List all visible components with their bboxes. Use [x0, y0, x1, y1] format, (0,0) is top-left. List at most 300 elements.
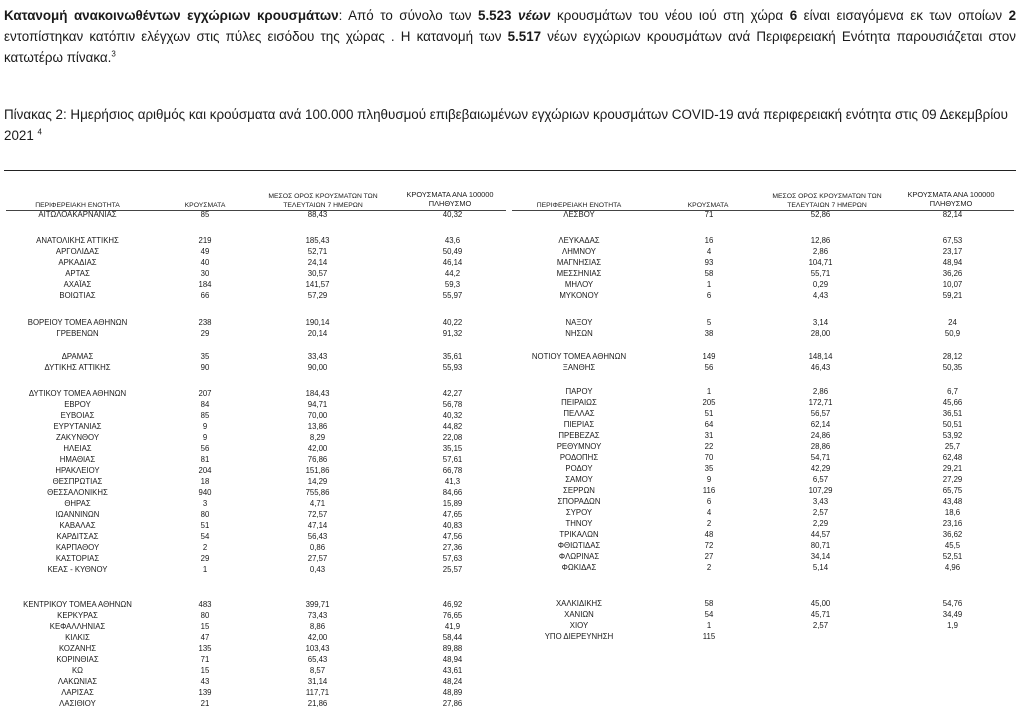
- left-row-5-name: ΑΧΑΪΑΣ: [63, 280, 92, 289]
- left-row-33-cases: 71: [200, 655, 210, 664]
- right-row-9-name: ΝΟΤΙΟΥ ΤΟΜΕΑ ΑΘΗΝΩΝ: [531, 352, 627, 361]
- right-row-11-cases: 1: [706, 387, 712, 396]
- left-row-20-avg: 755,86: [305, 488, 330, 497]
- left-row-29-rate: 76,65: [442, 611, 463, 620]
- right-row-8-avg: 28,00: [810, 329, 831, 338]
- right-row-20-cases: 116: [702, 486, 716, 495]
- right-row-22-cases: 4: [706, 508, 712, 517]
- right-row-24-avg: 44,57: [810, 530, 831, 539]
- right-row-30-name: ΧΙΟΥ: [569, 621, 589, 630]
- left-row-36-rate: 48,89: [442, 688, 463, 697]
- left-row-16-avg: 42,00: [307, 444, 328, 453]
- left-row-16-name: ΗΛΕΙΑΣ: [63, 444, 92, 453]
- left-row-32-cases: 135: [198, 644, 212, 653]
- right-row-11-rate: 6,7: [947, 387, 958, 396]
- right-row-3-cases: 93: [704, 258, 714, 267]
- table-top-rule: [4, 170, 1016, 171]
- left-row-17-avg: 76,86: [307, 455, 328, 464]
- right-row-22-rate: 18,6: [944, 508, 961, 517]
- left-row-25-avg: 0,86: [309, 543, 326, 552]
- right-row-9-cases: 149: [702, 352, 716, 361]
- left-row-22-cases: 80: [200, 510, 210, 519]
- right-row-12-cases: 205: [702, 398, 716, 407]
- right-row-3-name: ΜΑΓΝΗΣΙΑΣ: [556, 258, 602, 267]
- left-row-3-avg: 24,14: [307, 258, 328, 267]
- right-row-27-cases: 2: [706, 563, 712, 572]
- left-row-14-avg: 13,86: [307, 422, 328, 431]
- left-row-26-name: ΚΑΣΤΟΡΙΑΣ: [55, 554, 100, 563]
- intro-border-count: 2: [1008, 8, 1017, 23]
- right-row-15-cases: 31: [704, 431, 714, 440]
- left-row-14-name: ΕΥΡΥΤΑΝΙΑΣ: [53, 422, 102, 431]
- right-row-7-name: ΝΑΞΟΥ: [565, 318, 593, 327]
- left-row-17-rate: 57,61: [442, 455, 463, 464]
- right-row-4-rate: 36,26: [942, 269, 963, 278]
- left-row-7-rate: 40,22: [442, 318, 463, 327]
- right-row-21-cases: 6: [706, 497, 712, 506]
- right-row-31-avg: [758, 632, 883, 642]
- right-row-5-avg: 0,29: [812, 280, 829, 289]
- right-row-14-name: ΠΙΕΡΙΑΣ: [563, 420, 595, 429]
- right-row-7-cases: 5: [706, 318, 712, 327]
- left-row-7-cases: 238: [198, 318, 212, 327]
- left-row-32-avg: 103,43: [305, 644, 330, 653]
- left-row-1-rate: 43,6: [444, 236, 461, 245]
- left-row-17-name: ΗΜΑΘΙΑΣ: [59, 455, 96, 464]
- left-row-37-cases: 21: [200, 699, 210, 708]
- right-row-15-rate: 53,92: [942, 431, 963, 440]
- left-header-avg: [253, 192, 393, 210]
- left-row-4-name: ΑΡΤΑΣ: [65, 269, 90, 278]
- right-row-26-rate: 52,51: [942, 552, 963, 561]
- left-row-28-name: ΚΕΝΤΡΙΚΟΥ ΤΟΜΕΑ ΑΘΗΝΩΝ: [23, 600, 132, 609]
- right-row-17-rate: 62,48: [942, 453, 963, 462]
- right-row-0-rate: 82,14: [942, 210, 963, 219]
- right-row-12-rate: 45,66: [942, 398, 963, 407]
- right-row-23-name: ΤΗΝΟΥ: [565, 519, 593, 528]
- left-row-13-rate: 40,32: [442, 411, 463, 420]
- left-row-24-avg: 56,43: [307, 532, 328, 541]
- right-row-8-cases: 38: [704, 329, 714, 338]
- left-row-37-avg: 21,86: [307, 699, 328, 708]
- intro-paragraph: [4, 5, 1016, 68]
- right-row-9-rate: 28,12: [942, 352, 963, 361]
- right-row-27-rate: 4,96: [944, 563, 961, 572]
- right-row-6-avg: 4,43: [812, 291, 829, 300]
- left-row-21-cases: 3: [202, 499, 208, 508]
- left-row-15-name: ΖΑΚΥΝΘΟΥ: [55, 433, 100, 442]
- right-row-5-rate: 10,07: [942, 280, 963, 289]
- right-row-7-rate: 24: [948, 318, 957, 327]
- left-row-10-name: ΔΥΤΙΚΗΣ ΑΤΤΙΚΗΣ: [44, 363, 111, 372]
- left-row-18-cases: 204: [198, 466, 212, 475]
- left-row-13-cases: 85: [200, 411, 210, 420]
- left-row-34-avg: 8,57: [309, 666, 326, 675]
- right-row-27-name: ΦΩΚΙΔΑΣ: [561, 563, 597, 572]
- left-row-4-cases: 30: [200, 269, 210, 278]
- right-row-18-avg: 42,29: [810, 464, 831, 473]
- left-row-11-cases: 207: [198, 389, 212, 398]
- left-row-14-rate: 44,82: [442, 422, 463, 431]
- left-row-7-avg: 190,14: [305, 318, 330, 327]
- right-row-11-name: ΠΑΡΟΥ: [565, 387, 593, 396]
- right-header-avg-line1: ΜΕΣΟΣ ΟΡΟΣ ΚΡΟΥΣΜΑΤΩΝ ΤΩΝ: [772, 193, 882, 200]
- left-row-19-name: ΘΕΣΠΡΩΤΙΑΣ: [52, 477, 103, 486]
- right-row-1-avg: 12,86: [810, 236, 831, 245]
- right-row-13-cases: 51: [704, 409, 714, 418]
- right-row-6-name: ΜΥΚΟΝΟΥ: [559, 291, 599, 300]
- left-row-18-rate: 66,78: [442, 466, 463, 475]
- right-row-19-cases: 9: [706, 475, 712, 484]
- right-row-27-avg: 5,14: [812, 563, 829, 572]
- left-row-15-rate: 22,08: [442, 433, 463, 442]
- table-caption: [4, 104, 1016, 146]
- right-row-25-name: ΦΘΙΩΤΙΔΑΣ: [557, 541, 601, 550]
- right-row-30-avg: 2,57: [812, 621, 829, 630]
- left-row-5-rate: 59,3: [444, 280, 461, 289]
- left-row-0-cases: 85: [200, 210, 210, 219]
- right-row-23-cases: 2: [706, 519, 712, 528]
- intro-domestic-count: 5.517: [507, 29, 542, 44]
- left-row-2-rate: 50,49: [442, 247, 463, 256]
- left-row-22-name: ΙΩΑΝΝΙΝΩΝ: [55, 510, 100, 519]
- intro-footnote-ref: 3: [111, 49, 116, 59]
- right-row-20-avg: 107,29: [808, 486, 833, 495]
- left-row-0-rate: 40,32: [442, 210, 463, 219]
- right-row-31-rate: [905, 632, 1000, 642]
- left-row-19-avg: 14,29: [307, 477, 328, 486]
- left-row-28-rate: 46,92: [442, 600, 463, 609]
- left-row-19-cases: 18: [200, 477, 210, 486]
- right-row-4-name: ΜΕΣΣΗΝΙΑΣ: [556, 269, 602, 278]
- intro-new-word: νέων: [511, 8, 551, 23]
- right-row-29-avg: 45,71: [810, 610, 831, 619]
- left-row-9-rate: 35,61: [442, 352, 463, 361]
- left-row-10-avg: 90,00: [307, 363, 328, 372]
- right-row-16-cases: 22: [704, 442, 714, 451]
- left-row-22-rate: 47,65: [442, 510, 463, 519]
- left-row-21-avg: 4,71: [309, 499, 326, 508]
- right-row-26-avg: 34,14: [810, 552, 831, 561]
- left-row-32-rate: 89,88: [442, 644, 463, 653]
- right-row-18-cases: 35: [704, 464, 714, 473]
- left-row-33-avg: 65,43: [307, 655, 328, 664]
- right-row-14-avg: 62,14: [810, 420, 831, 429]
- right-row-30-cases: 1: [706, 621, 712, 630]
- right-row-22-name: ΣΥΡΟΥ: [565, 508, 593, 517]
- left-row-24-cases: 54: [200, 532, 210, 541]
- left-row-1-cases: 219: [198, 236, 212, 245]
- right-row-2-rate: 23,17: [942, 247, 963, 256]
- left-row-8-avg: 20,14: [307, 329, 328, 338]
- left-row-20-cases: 940: [198, 488, 212, 497]
- right-row-10-cases: 56: [704, 363, 714, 372]
- left-row-34-rate: 43,61: [442, 666, 463, 675]
- right-row-3-rate: 48,94: [942, 258, 963, 267]
- left-row-30-name: ΚΕΦΑΛΛΗΝΙΑΣ: [49, 622, 106, 631]
- left-row-27-name: ΚΕΑΣ - ΚΥΘΝΟΥ: [47, 565, 108, 574]
- right-row-2-avg: 2,86: [812, 247, 829, 256]
- left-row-28-cases: 483: [198, 600, 212, 609]
- right-row-2-name: ΛΗΜΝΟΥ: [562, 247, 596, 256]
- left-row-10-rate: 55,93: [442, 363, 463, 372]
- left-row-1-avg: 185,43: [305, 236, 330, 245]
- right-header-cases: ΚΡΟΥΣΜΑΤΑ: [687, 202, 729, 209]
- left-row-16-cases: 56: [200, 444, 210, 453]
- left-row-4-rate: 44,2: [444, 269, 461, 278]
- left-header-rate-line1: ΚΡΟΥΣΜΑΤΑ ΑΝΑ 100000: [406, 190, 494, 199]
- left-row-3-name: ΑΡΚΑΔΙΑΣ: [58, 258, 97, 267]
- left-row-15-cases: 9: [202, 433, 208, 442]
- left-row-35-avg: 31,14: [307, 677, 328, 686]
- left-row-0-avg: 88,43: [307, 210, 328, 219]
- right-row-6-cases: 6: [706, 291, 712, 300]
- left-row-24-name: ΚΑΡΔΙΤΣΑΣ: [56, 532, 99, 541]
- right-row-20-rate: 65,75: [942, 486, 963, 495]
- right-row-30-rate: 1,9: [947, 621, 958, 630]
- left-row-23-avg: 47,14: [307, 521, 328, 530]
- left-row-11-avg: 184,43: [305, 389, 330, 398]
- right-row-24-cases: 48: [704, 530, 714, 539]
- intro-text-4: εντοπίστηκαν κατόπιν ελέγχων στις πύλες εισόδου της χώρας . Η κατανομή των: [4, 29, 508, 44]
- right-row-21-rate: 43,48: [942, 497, 963, 506]
- left-row-11-name: ΔΥΤΙΚΟΥ ΤΟΜΕΑ ΑΘΗΝΩΝ: [28, 389, 127, 398]
- right-row-21-name: ΣΠΟΡΑΔΩΝ: [557, 497, 601, 506]
- right-row-25-rate: 45,5: [944, 541, 961, 550]
- right-row-24-rate: 36,62: [942, 530, 963, 539]
- right-header-region: ΠΕΡΙΦΕΡΕΙΑΚΗ ΕΝΟΤΗΤΑ: [536, 202, 622, 209]
- right-row-1-name: ΛΕΥΚΑΔΑΣ: [558, 236, 600, 245]
- intro-text-5: νέων εγχώριων κρουσμάτων ανά Περιφερειακή Ενότητα παρουσιάζεται στον κατωτέρω πίνακα.: [4, 29, 1016, 65]
- right-row-26-name: ΦΛΩΡΙΝΑΣ: [558, 552, 600, 561]
- left-row-0-name: ΑΙΤΩΛΟΑΚΑΡΝΑΝΙΑΣ: [38, 210, 117, 219]
- right-row-3-avg: 104,71: [808, 258, 833, 267]
- right-row-7-avg: 3,14: [812, 318, 829, 327]
- intro-imported-count: 6: [789, 8, 798, 23]
- right-header-rate-line2: ΠΛΗΘΥΣΜΟ: [929, 199, 973, 208]
- left-row-8-name: ΓΡΕΒΕΝΩΝ: [56, 329, 99, 338]
- left-row-18-name: ΗΡΑΚΛΕΙΟΥ: [55, 466, 100, 475]
- intro-text-3: είναι εισαγόμενα εκ των οποίων: [797, 8, 1009, 23]
- right-row-13-name: ΠΕΛΛΑΣ: [563, 409, 595, 418]
- left-row-23-cases: 51: [200, 521, 210, 530]
- right-row-25-cases: 72: [704, 541, 714, 550]
- left-row-30-avg: 8,86: [309, 622, 326, 631]
- left-header-region: ΠΕΡΙΦΕΡΕΙΑΚΗ ΕΝΟΤΗΤΑ: [35, 202, 120, 209]
- right-row-1-rate: 67,53: [942, 236, 963, 245]
- left-row-8-rate: 91,32: [442, 329, 463, 338]
- right-row-25-avg: 80,71: [810, 541, 831, 550]
- right-header-avg-line2: ΤΕΛΕΥΤΑΙΩΝ 7 ΗΜΕΡΩΝ: [787, 202, 867, 209]
- right-row-5-name: ΜΗΛΟΥ: [564, 280, 594, 289]
- right-row-28-name: ΧΑΛΚΙΔΙΚΗΣ: [555, 599, 602, 608]
- right-row-19-name: ΣΑΜΟΥ: [565, 475, 593, 484]
- left-row-36-avg: 117,71: [305, 688, 330, 697]
- left-row-29-name: ΚΕΡΚΥΡΑΣ: [57, 611, 98, 620]
- right-row-8-name: ΝΗΣΩΝ: [565, 329, 593, 338]
- left-header-cases: ΚΡΟΥΣΜΑΤΑ: [184, 202, 226, 209]
- left-row-27-rate: 25,57: [442, 565, 463, 574]
- right-row-31-name: ΥΠΟ ΔΙΕΡΕΥΝΗΣΗ: [544, 632, 614, 641]
- left-row-1-name: ΑΝΑΤΟΛΙΚΗΣ ΑΤΤΙΚΗΣ: [36, 236, 119, 245]
- right-row-17-name: ΡΟΔΟΠΗΣ: [559, 453, 599, 462]
- right-row-9-avg: 148,14: [808, 352, 833, 361]
- left-row-31-avg: 42,00: [307, 633, 328, 642]
- left-row-31-cases: 47: [200, 633, 210, 642]
- left-header-rate-line2: ΠΛΗΘΥΣΜΟ: [428, 199, 472, 208]
- right-row-28-avg: 45,00: [810, 599, 831, 608]
- right-row-31-cases: 115: [702, 632, 716, 641]
- left-row-11-rate: 42,27: [442, 389, 463, 398]
- right-row-4-avg: 55,71: [810, 269, 831, 278]
- right-row-22-avg: 2,57: [812, 508, 829, 517]
- left-row-36-cases: 139: [198, 688, 212, 697]
- left-row-2-name: ΑΡΓΟΛΙΔΑΣ: [55, 247, 100, 256]
- left-row-21-name: ΘΗΡΑΣ: [64, 499, 91, 508]
- left-row-16-rate: 35,15: [442, 444, 463, 453]
- left-row-6-rate: 55,97: [442, 291, 463, 300]
- right-header-rate: [896, 190, 1006, 208]
- left-row-5-cases: 184: [198, 280, 212, 289]
- left-row-3-rate: 46,14: [442, 258, 463, 267]
- intro-total-cases: 5.523: [478, 8, 512, 23]
- right-row-10-name: ΞΑΝΘΗΣ: [562, 363, 596, 372]
- right-row-17-avg: 54,71: [810, 453, 831, 462]
- left-row-24-rate: 47,56: [442, 532, 463, 541]
- left-row-18-avg: 151,86: [305, 466, 330, 475]
- table-caption-footnote-ref: 4: [37, 127, 42, 137]
- left-row-13-avg: 70,00: [307, 411, 328, 420]
- left-row-10-cases: 90: [200, 363, 210, 372]
- right-row-4-cases: 58: [704, 269, 714, 278]
- left-row-31-name: ΚΙΛΚΙΣ: [65, 633, 90, 642]
- left-header-rate: [395, 190, 505, 208]
- left-row-3-cases: 40: [200, 258, 210, 267]
- right-row-6-rate: 59,21: [942, 291, 963, 300]
- left-row-37-rate: 27,86: [442, 699, 463, 708]
- right-row-28-rate: 54,76: [942, 599, 963, 608]
- right-row-29-cases: 54: [704, 610, 714, 619]
- right-row-26-cases: 27: [704, 552, 714, 561]
- right-row-15-name: ΠΡΕΒΕΖΑΣ: [558, 431, 600, 440]
- left-row-5-avg: 141,57: [305, 280, 330, 289]
- right-row-1-cases: 16: [704, 236, 714, 245]
- right-row-29-name: ΧΑΝΙΩΝ: [564, 610, 594, 619]
- right-row-28-cases: 58: [704, 599, 714, 608]
- right-row-20-name: ΣΕΡΡΩΝ: [563, 486, 595, 495]
- left-row-12-name: ΕΒΡΟΥ: [64, 400, 91, 409]
- right-row-29-rate: 34,49: [942, 610, 963, 619]
- right-row-16-rate: 25,7: [944, 442, 961, 451]
- left-row-6-cases: 66: [200, 291, 210, 300]
- left-row-6-name: ΒΟΙΩΤΙΑΣ: [59, 291, 96, 300]
- right-row-2-cases: 4: [706, 247, 712, 256]
- left-row-12-rate: 56,78: [442, 400, 463, 409]
- left-row-35-cases: 43: [200, 677, 210, 686]
- right-row-16-name: ΡΕΘΥΜΝΟΥ: [556, 442, 602, 451]
- right-row-14-rate: 50,51: [942, 420, 963, 429]
- left-row-33-rate: 48,94: [442, 655, 463, 664]
- right-row-13-rate: 36,51: [942, 409, 963, 418]
- left-row-36-name: ΛΑΡΙΣΑΣ: [61, 688, 94, 697]
- left-row-23-rate: 40,83: [442, 521, 463, 530]
- left-row-28-avg: 399,71: [305, 600, 330, 609]
- left-row-19-rate: 41,3: [444, 477, 461, 486]
- left-row-34-name: ΚΩ: [71, 666, 84, 675]
- right-row-0-avg: 52,86: [810, 210, 831, 219]
- right-row-10-rate: 50,35: [942, 363, 963, 372]
- left-row-29-avg: 73,43: [307, 611, 328, 620]
- right-row-11-avg: 2,86: [812, 387, 829, 396]
- right-row-21-avg: 3,43: [812, 497, 829, 506]
- left-row-26-cases: 29: [200, 554, 210, 563]
- right-row-18-name: ΡΟΔΟΥ: [565, 464, 593, 473]
- left-row-14-cases: 9: [202, 422, 208, 431]
- left-row-29-cases: 80: [200, 611, 210, 620]
- right-row-12-avg: 172,71: [808, 398, 833, 407]
- left-row-9-name: ΔΡΑΜΑΣ: [61, 352, 94, 361]
- left-row-26-avg: 27,57: [307, 554, 328, 563]
- left-row-15-avg: 8,29: [309, 433, 326, 442]
- right-row-0-name: ΛΕΣΒΟΥ: [563, 210, 595, 219]
- left-row-20-name: ΘΕΣΣΑΛΟΝΙΚΗΣ: [47, 488, 108, 497]
- intro-text-1: : Από το σύνολο των: [338, 8, 478, 23]
- left-row-4-avg: 30,57: [307, 269, 328, 278]
- right-row-15-avg: 24,86: [810, 431, 831, 440]
- right-row-19-avg: 6,57: [812, 475, 829, 484]
- left-row-2-avg: 52,71: [307, 247, 328, 256]
- right-row-12-name: ΠΕΙΡΑΙΩΣ: [561, 398, 597, 407]
- left-row-9-cases: 35: [200, 352, 210, 361]
- right-row-13-avg: 56,57: [810, 409, 831, 418]
- left-row-17-cases: 81: [200, 455, 210, 464]
- left-row-8-cases: 29: [200, 329, 210, 338]
- left-row-20-rate: 84,66: [442, 488, 463, 497]
- intro-heading: Κατανομή ανακοινωθέντων εγχώριων κρουσμάτων: [4, 8, 339, 23]
- left-row-23-name: ΚΑΒΑΛΑΣ: [59, 521, 96, 530]
- right-row-5-cases: 1: [706, 280, 712, 289]
- left-header-avg-line2: ΤΕΛΕΥΤΑΙΩΝ 7 ΗΜΕΡΩΝ: [283, 202, 363, 209]
- left-row-27-avg: 0,43: [309, 565, 326, 574]
- right-row-14-cases: 64: [704, 420, 714, 429]
- left-header-avg-line1: ΜΕΣΟΣ ΟΡΟΣ ΚΡΟΥΣΜΑΤΩΝ ΤΩΝ: [268, 193, 378, 200]
- right-row-8-rate: 50,9: [944, 329, 961, 338]
- intro-text-2: κρουσμάτων του νέου ιού στη χώρα: [550, 8, 790, 23]
- table-caption-text: Πίνακας 2: Ημερήσιος αριθμός και κρούσματα ανά 100.000 πληθυσμού επιβεβαιωμένων εγχώριων κρουσμάτων COVID-19 ανά περιφερειακή ενότητα στις 09 Δεκεμβρίου 2021: [4, 107, 1008, 143]
- right-row-23-avg: 2,29: [812, 519, 829, 528]
- left-row-34-cases: 15: [200, 666, 210, 675]
- left-row-25-name: ΚΑΡΠΑΘΟΥ: [55, 543, 100, 552]
- left-row-30-rate: 41,9: [444, 622, 461, 631]
- left-row-22-avg: 72,57: [307, 510, 328, 519]
- right-row-16-avg: 28,86: [810, 442, 831, 451]
- left-row-35-name: ΛΑΚΩΝΙΑΣ: [57, 677, 98, 686]
- left-row-26-rate: 57,63: [442, 554, 463, 563]
- right-row-18-rate: 29,21: [942, 464, 963, 473]
- right-header-rate-line1: ΚΡΟΥΣΜΑΤΑ ΑΝΑ 100000: [907, 190, 995, 199]
- left-row-32-name: ΚΟΖΑΝΗΣ: [58, 644, 97, 653]
- left-row-2-cases: 49: [200, 247, 210, 256]
- left-row-27-cases: 1: [202, 565, 208, 574]
- left-row-33-name: ΚΟΡΙΝΘΙΑΣ: [56, 655, 99, 664]
- right-header-avg: [757, 192, 897, 210]
- left-row-35-rate: 48,24: [442, 677, 463, 686]
- left-row-31-rate: 58,44: [442, 633, 463, 642]
- left-row-25-rate: 27,36: [442, 543, 463, 552]
- left-row-25-cases: 2: [202, 543, 208, 552]
- left-row-13-name: ΕΥΒΟΙΑΣ: [60, 411, 95, 420]
- right-row-19-rate: 27,29: [942, 475, 963, 484]
